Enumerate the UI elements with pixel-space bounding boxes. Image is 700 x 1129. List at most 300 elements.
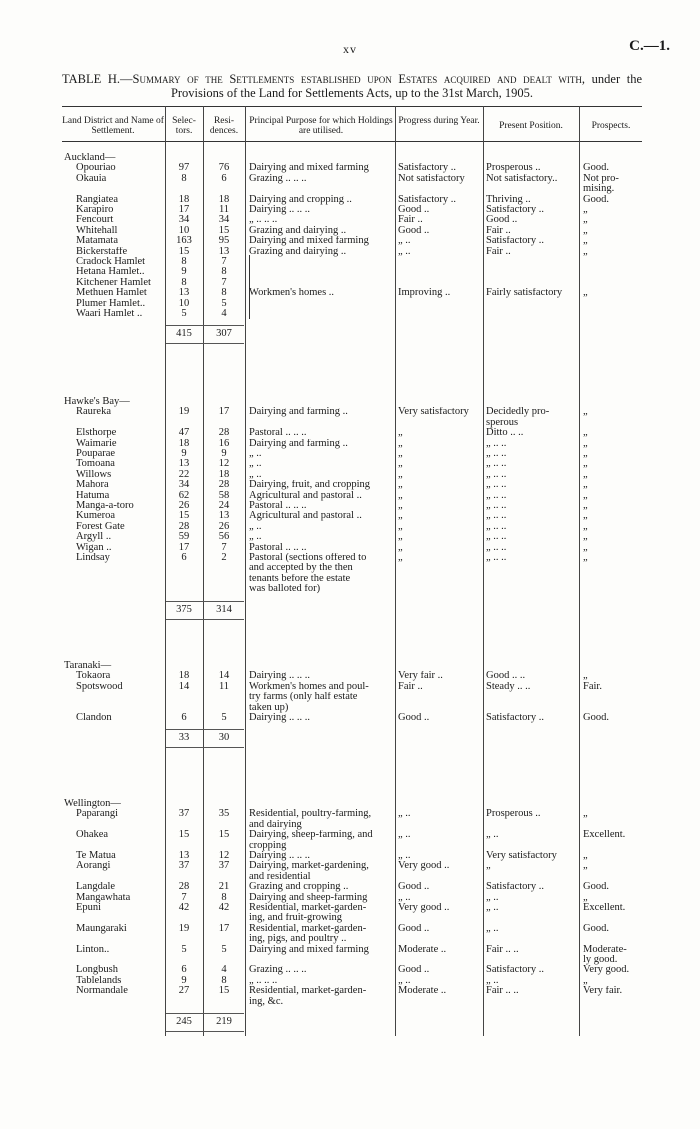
cell-sel: 5 bbox=[181, 309, 187, 319]
cell-prospects: Not pro- bbox=[583, 173, 619, 184]
cell-position: „ .. .. bbox=[486, 490, 507, 501]
cell-progress: „ bbox=[398, 469, 403, 480]
title-summary: Summary of the Settlements established upon Estates acquired and dealt with, bbox=[132, 72, 586, 86]
cell-sel: 37 bbox=[178, 861, 190, 872]
cell-res: 2 bbox=[221, 553, 227, 563]
cell-purpose: Residential, market-garden- bbox=[249, 923, 367, 934]
cell-res: 15 bbox=[218, 225, 230, 236]
cell-purpose: tenants before the estate bbox=[249, 573, 351, 584]
cell-position: „ .. .. bbox=[486, 449, 507, 459]
cell-sel: 10 bbox=[178, 225, 190, 236]
hamlets-brace bbox=[249, 255, 250, 319]
cell-name: Whitehall bbox=[76, 225, 118, 236]
cell-sel: 28 bbox=[178, 882, 190, 893]
cell-progress: Very fair .. bbox=[398, 671, 443, 682]
cell-prospects: „ bbox=[583, 205, 588, 215]
cell-progress: „ .. bbox=[398, 851, 411, 861]
cell-progress: „ bbox=[398, 553, 403, 563]
cell-name: Raureka bbox=[76, 407, 111, 418]
cell-sel: 34 bbox=[178, 215, 190, 226]
cell-purpose: Dairying and mixed farming bbox=[249, 236, 369, 247]
cell-name: Plumer Hamlet.. bbox=[76, 298, 146, 309]
cell-prospects: Good. bbox=[583, 882, 609, 893]
cell-progress: Fair .. bbox=[398, 681, 423, 692]
cell-purpose: Dairying and cropping .. bbox=[249, 194, 352, 205]
cell-purpose: Residential, market-garden- bbox=[249, 903, 367, 913]
cell-progress: „ .. bbox=[398, 975, 411, 986]
cell-purpose: and residential bbox=[249, 871, 311, 882]
cell-res: 95 bbox=[218, 236, 230, 247]
cell-res: 12 bbox=[218, 851, 230, 861]
cell-name: Clandon bbox=[76, 713, 112, 723]
cell-res: 21 bbox=[218, 882, 230, 893]
cell-progress: Satisfactory .. bbox=[398, 194, 457, 205]
cell-res: 5 bbox=[221, 944, 227, 955]
cell-prospects: „ bbox=[583, 428, 588, 439]
cell-position: „ .. .. bbox=[486, 459, 507, 470]
total-rule-top bbox=[166, 325, 244, 326]
cell-position: „ .. .. bbox=[486, 542, 507, 553]
col-rule-3 bbox=[245, 106, 246, 1036]
total-residences: 307 bbox=[216, 328, 232, 340]
cell-res: 7 bbox=[221, 277, 227, 288]
cell-progress: „ bbox=[398, 542, 403, 553]
cell-progress: „ bbox=[398, 480, 403, 491]
cell-progress: „ .. bbox=[398, 830, 411, 841]
cell-prospects: „ bbox=[583, 511, 588, 522]
cell-progress: „ bbox=[398, 438, 403, 449]
district-heading: Hawke's Bay— bbox=[64, 396, 130, 407]
cell-position: sperous bbox=[486, 417, 519, 428]
cell-name: Mangawhata bbox=[76, 892, 131, 903]
cell-name: Spotswood bbox=[76, 681, 123, 692]
cell-prospects: „ bbox=[583, 501, 588, 511]
cell-position: Prosperous .. bbox=[486, 163, 541, 174]
cell-name: Maungaraki bbox=[76, 923, 127, 934]
cell-res: 12 bbox=[218, 459, 230, 470]
cell-name: Epuni bbox=[76, 903, 102, 913]
cell-purpose: ing, &c. bbox=[249, 996, 284, 1007]
cell-res: 11 bbox=[218, 681, 230, 692]
cell-prospects: „ bbox=[583, 851, 588, 861]
cell-position: Steady .. .. bbox=[486, 681, 531, 692]
cell-prospects: mising. bbox=[583, 184, 615, 195]
cell-purpose: Pastoral (sections offered to bbox=[249, 553, 367, 563]
cell-position: „ .. bbox=[486, 892, 499, 903]
cell-sel: 8 bbox=[181, 257, 187, 267]
cell-name: Fencourt bbox=[76, 215, 114, 226]
cell-prospects: „ bbox=[583, 407, 588, 418]
cell-prospects: „ bbox=[583, 438, 588, 449]
cell-res: 37 bbox=[218, 861, 230, 872]
district-heading: Taranaki— bbox=[64, 660, 112, 671]
cell-progress: „ bbox=[398, 532, 403, 543]
cell-position: Satisfactory .. bbox=[486, 205, 545, 215]
cell-purpose: Dairying .. .. .. bbox=[249, 713, 310, 723]
cell-name: Pouparae bbox=[76, 449, 116, 459]
title-prefix: TABLE H.— bbox=[62, 72, 133, 86]
cell-position: „ .. .. bbox=[486, 501, 507, 511]
cell-progress: Very good .. bbox=[398, 861, 450, 872]
cell-purpose: Grazing and dairying .. bbox=[249, 246, 347, 257]
cell-name: Normandale bbox=[76, 986, 128, 997]
cell-prospects: Moderate- bbox=[583, 944, 627, 955]
col-rule-5 bbox=[483, 106, 484, 1036]
cell-sel: 18 bbox=[178, 671, 190, 682]
cell-purpose: „ .. .. .. bbox=[249, 975, 278, 986]
cell-prospects: Fair. bbox=[583, 681, 602, 692]
cell-name: Aorangi bbox=[76, 861, 111, 872]
cell-sel: 27 bbox=[178, 986, 190, 997]
cell-res: 56 bbox=[218, 532, 230, 543]
cell-purpose: Dairying, sheep-farming, and bbox=[249, 830, 373, 841]
cell-sel: 47 bbox=[178, 428, 190, 439]
total-residences: 219 bbox=[216, 1016, 232, 1027]
cell-purpose: Grazing .. .. .. bbox=[249, 173, 307, 184]
cell-res: 14 bbox=[218, 671, 230, 682]
cell-res: 35 bbox=[218, 809, 230, 820]
cell-progress: Good .. bbox=[398, 713, 430, 723]
cell-position: „ .. bbox=[486, 830, 499, 841]
cell-purpose: Dairying .. .. .. bbox=[249, 851, 310, 861]
cell-sel: 6 bbox=[181, 553, 187, 563]
cell-res: 17 bbox=[218, 407, 230, 418]
cell-purpose: Dairying and sheep-farming bbox=[249, 892, 368, 903]
cell-prospects: „ bbox=[583, 542, 588, 553]
cell-res: 15 bbox=[218, 830, 230, 841]
cell-sel: 10 bbox=[178, 298, 190, 309]
cell-res: 5 bbox=[221, 298, 227, 309]
cell-name: Cradock Hamlet bbox=[76, 257, 146, 267]
cell-sel: 14 bbox=[178, 681, 190, 692]
cell-name: Tokaora bbox=[76, 671, 111, 682]
cell-progress: Improving .. bbox=[398, 288, 451, 299]
district-heading: Wellington— bbox=[64, 798, 121, 809]
cell-sel: 9 bbox=[181, 449, 187, 459]
cell-sel: 34 bbox=[178, 480, 190, 491]
cell-prospects: „ bbox=[583, 480, 588, 491]
cell-prospects: „ bbox=[583, 459, 588, 470]
total-rule-bottom bbox=[166, 1031, 244, 1032]
cell-position: Thriving .. bbox=[486, 194, 531, 205]
cell-res: 6 bbox=[221, 173, 227, 184]
cell-progress: Moderate .. bbox=[398, 986, 447, 997]
cell-name: Lindsay bbox=[76, 553, 110, 563]
cell-sel: 13 bbox=[178, 851, 190, 861]
cell-purpose: Grazing .. .. .. bbox=[249, 965, 307, 976]
cell-name: Waimarie bbox=[76, 438, 117, 449]
total-rule-bottom bbox=[166, 619, 244, 620]
cell-res: 4 bbox=[221, 309, 227, 319]
cell-sel: 8 bbox=[181, 277, 187, 288]
cell-res: 17 bbox=[218, 923, 230, 934]
total-selectors: 375 bbox=[176, 603, 192, 615]
cell-purpose: and dairying bbox=[249, 819, 302, 830]
cell-name: Rangiatea bbox=[76, 194, 118, 205]
cell-prospects: „ bbox=[583, 671, 588, 682]
cell-progress: „ .. bbox=[398, 809, 411, 820]
cell-position: „ .. .. bbox=[486, 438, 507, 449]
cell-position: „ .. .. bbox=[486, 532, 507, 543]
cell-res: 58 bbox=[218, 490, 230, 501]
cell-name: Opouriao bbox=[76, 163, 116, 174]
cell-progress: Good .. bbox=[398, 923, 430, 934]
cell-name: Ohakea bbox=[76, 830, 109, 841]
cell-position: Satisfactory .. bbox=[486, 882, 545, 893]
total-rule-top bbox=[166, 729, 244, 730]
cell-prospects: Good. bbox=[583, 923, 609, 934]
cell-position: „ .. bbox=[486, 903, 499, 913]
cell-purpose: ing, pigs, and poultry .. bbox=[249, 934, 347, 945]
cell-position: „ .. .. bbox=[486, 553, 507, 563]
cell-prospects: „ bbox=[583, 449, 588, 459]
cell-progress: „ .. bbox=[398, 236, 411, 247]
cell-sel: 5 bbox=[181, 944, 187, 955]
header-position: Present Position. bbox=[499, 121, 563, 131]
cell-res: 34 bbox=[218, 215, 230, 226]
header-selectors: Selec-tors. bbox=[172, 116, 196, 136]
cell-name: Argyll .. bbox=[76, 532, 112, 543]
cell-position: Fair .. .. bbox=[486, 986, 519, 997]
cell-sel: 42 bbox=[178, 903, 190, 913]
cell-progress: „ bbox=[398, 449, 403, 459]
cell-prospects: Very fair. bbox=[583, 986, 623, 997]
total-rule-top bbox=[166, 1013, 244, 1014]
cell-purpose: Pastoral .. .. .. bbox=[249, 501, 307, 511]
cell-name: Karapiro bbox=[76, 205, 114, 215]
cell-prospects: „ bbox=[583, 490, 588, 501]
cell-purpose: „ .. bbox=[249, 449, 262, 459]
cell-sel: 15 bbox=[178, 246, 190, 257]
cell-res: 28 bbox=[218, 480, 230, 491]
cell-progress: „ bbox=[398, 511, 403, 522]
cell-sel: 9 bbox=[181, 975, 187, 986]
cell-res: 26 bbox=[218, 521, 230, 532]
cell-name: Manga-a-toro bbox=[76, 501, 134, 511]
cell-sel: 19 bbox=[178, 407, 190, 418]
cell-purpose: Residential, poultry-farming, bbox=[249, 809, 372, 820]
cell-name: Hetana Hamlet.. bbox=[76, 267, 145, 278]
cell-progress: Not satisfactory bbox=[398, 173, 465, 184]
cell-sel: 13 bbox=[178, 288, 190, 299]
cell-position: Prosperous .. bbox=[486, 809, 541, 820]
cell-name: Bickerstaffe bbox=[76, 246, 128, 257]
cell-position: „ bbox=[486, 861, 491, 872]
cell-position: Fair .. .. bbox=[486, 944, 519, 955]
cell-prospects: „ bbox=[583, 892, 588, 903]
cell-progress: „ bbox=[398, 490, 403, 501]
cell-prospects: ly good. bbox=[583, 955, 618, 965]
cell-res: 11 bbox=[218, 205, 230, 215]
cell-name: Longbush bbox=[76, 965, 118, 976]
cell-progress: Moderate .. bbox=[398, 944, 447, 955]
cell-name: Tomoana bbox=[76, 459, 115, 470]
cell-sel: 59 bbox=[178, 532, 190, 543]
cell-res: 24 bbox=[218, 501, 230, 511]
cell-purpose: Residential, market-garden- bbox=[249, 986, 367, 997]
cell-purpose: „ .. .. .. bbox=[249, 215, 278, 226]
cell-progress: „ bbox=[398, 501, 403, 511]
cell-purpose: try farms (only half estate bbox=[249, 692, 358, 703]
cell-name: Okauia bbox=[76, 173, 107, 184]
cell-purpose: cropping bbox=[249, 840, 287, 851]
cell-sel: 62 bbox=[178, 490, 190, 501]
cell-prospects: Good. bbox=[583, 713, 609, 723]
cell-purpose: taken up) bbox=[249, 702, 289, 713]
cell-sel: 18 bbox=[178, 194, 190, 205]
cell-purpose: „ .. bbox=[249, 532, 262, 543]
cell-prospects: Good. bbox=[583, 194, 609, 205]
cell-sel: 163 bbox=[176, 236, 192, 247]
cell-sel: 28 bbox=[178, 521, 190, 532]
cell-progress: Good .. bbox=[398, 882, 430, 893]
cell-purpose: Grazing and dairying .. bbox=[249, 225, 347, 236]
cell-name: Waari Hamlet .. bbox=[76, 309, 143, 319]
cell-position: Very satisfactory bbox=[486, 851, 557, 861]
header-district: Land District and Name of Settlement. bbox=[62, 116, 164, 136]
total-rule-top bbox=[166, 601, 244, 602]
cell-name: Te Matua bbox=[76, 851, 116, 861]
page-reference: C.—1. bbox=[629, 38, 670, 54]
total-rule-bottom bbox=[166, 747, 244, 748]
cell-res: 9 bbox=[221, 449, 227, 459]
table-title bbox=[62, 72, 642, 100]
cell-purpose: and accepted by the then bbox=[249, 563, 353, 574]
cell-purpose: Agricultural and pastoral .. bbox=[249, 490, 362, 501]
cell-name: Paparangi bbox=[76, 809, 118, 820]
cell-position: Good .. .. bbox=[486, 671, 526, 682]
cell-res: 18 bbox=[218, 194, 230, 205]
cell-position: „ .. .. bbox=[486, 480, 507, 491]
total-residences: 30 bbox=[218, 732, 230, 744]
cell-progress: „ bbox=[398, 459, 403, 470]
cell-purpose: Dairying and farming .. bbox=[249, 438, 348, 449]
cell-sel: 26 bbox=[178, 501, 190, 511]
cell-name: Kumeroa bbox=[76, 511, 116, 522]
cell-position: „ .. .. bbox=[486, 469, 507, 480]
cell-position: Fair .. bbox=[486, 225, 511, 236]
cell-res: 13 bbox=[218, 511, 230, 522]
total-residences: 314 bbox=[216, 603, 232, 615]
cell-purpose: Dairying .. .. .. bbox=[249, 671, 310, 682]
total-selectors: 245 bbox=[176, 1016, 192, 1027]
cell-prospects: Excellent. bbox=[583, 903, 626, 913]
cell-res: 8 bbox=[221, 975, 227, 986]
cell-sel: 37 bbox=[178, 809, 190, 820]
cell-purpose: ing, and fruit-growing bbox=[249, 913, 343, 924]
cell-name: Tablelands bbox=[76, 975, 122, 986]
cell-res: 8 bbox=[221, 267, 227, 278]
cell-res: 8 bbox=[221, 288, 227, 299]
cell-purpose: Workmen's homes .. bbox=[249, 288, 335, 299]
header-progress: Progress during Year. bbox=[398, 116, 480, 126]
cell-sel: 7 bbox=[181, 892, 187, 903]
cell-position: Satisfactory .. bbox=[486, 713, 545, 723]
total-selectors: 33 bbox=[178, 732, 190, 744]
cell-res: 13 bbox=[218, 246, 230, 257]
total-rule-bottom bbox=[166, 343, 244, 344]
cell-name: Langdale bbox=[76, 882, 116, 893]
cell-position: „ .. bbox=[486, 975, 499, 986]
header-residences: Resi-dences. bbox=[209, 116, 239, 136]
district-heading: Auckland— bbox=[64, 152, 116, 163]
cell-name: Methuen Hamlet bbox=[76, 288, 147, 299]
cell-prospects: „ bbox=[583, 532, 588, 543]
cell-progress: Good .. bbox=[398, 225, 430, 236]
cell-sel: 13 bbox=[178, 459, 190, 470]
cell-prospects: „ bbox=[583, 288, 588, 299]
cell-position: Satisfactory .. bbox=[486, 236, 545, 247]
cell-purpose: Dairying .. .. .. bbox=[249, 205, 310, 215]
cell-res: 7 bbox=[221, 257, 227, 267]
cell-name: Kitchener Hamlet bbox=[76, 277, 151, 288]
cell-position: „ .. .. bbox=[486, 521, 507, 532]
cell-prospects: „ bbox=[583, 215, 588, 226]
cell-sel: 6 bbox=[181, 713, 187, 723]
cell-res: 5 bbox=[221, 713, 227, 723]
cell-position: Ditto .. .. bbox=[486, 428, 524, 439]
cell-prospects: „ bbox=[583, 975, 588, 986]
cell-progress: „ bbox=[398, 428, 403, 439]
cell-position: Fair .. bbox=[486, 246, 511, 257]
cell-purpose: „ .. bbox=[249, 459, 262, 470]
cell-progress: Very good .. bbox=[398, 903, 450, 913]
cell-sel: 17 bbox=[178, 542, 190, 553]
cell-sel: 22 bbox=[178, 469, 190, 480]
cell-sel: 8 bbox=[181, 173, 187, 184]
total-selectors: 415 bbox=[176, 328, 192, 340]
col-rule-6 bbox=[579, 106, 580, 1036]
cell-position: „ .. bbox=[486, 923, 499, 934]
cell-prospects: „ bbox=[583, 521, 588, 532]
cell-res: 42 bbox=[218, 903, 230, 913]
cell-purpose: Pastoral .. .. .. bbox=[249, 428, 307, 439]
cell-res: 28 bbox=[218, 428, 230, 439]
header-top-rule bbox=[62, 106, 642, 107]
header-prospects: Prospects. bbox=[591, 121, 631, 131]
cell-sel: 9 bbox=[181, 267, 187, 278]
cell-res: 15 bbox=[218, 986, 230, 997]
cell-name: Linton.. bbox=[76, 944, 110, 955]
cell-prospects: Excellent. bbox=[583, 830, 626, 841]
cell-sel: 15 bbox=[178, 830, 190, 841]
cell-purpose: Pastoral .. .. .. bbox=[249, 542, 307, 553]
cell-progress: Satisfactory .. bbox=[398, 163, 457, 174]
cell-prospects: „ bbox=[583, 236, 588, 247]
cell-sel: 6 bbox=[181, 965, 187, 976]
cell-position: Decidedly pro- bbox=[486, 407, 550, 418]
col-rule-4 bbox=[395, 106, 396, 1036]
cell-position: Good .. bbox=[486, 215, 518, 226]
cell-sel: 15 bbox=[178, 511, 190, 522]
cell-progress: Fair .. bbox=[398, 215, 423, 226]
cell-prospects: Very good. bbox=[583, 965, 630, 976]
cell-purpose: „ .. bbox=[249, 521, 262, 532]
cell-progress: „ .. bbox=[398, 892, 411, 903]
cell-res: 76 bbox=[218, 163, 230, 174]
cell-sel: 17 bbox=[178, 205, 190, 215]
cell-purpose: Dairying and farming .. bbox=[249, 407, 348, 418]
cell-sel: 19 bbox=[178, 923, 190, 934]
cell-prospects: „ bbox=[583, 225, 588, 236]
cell-purpose: Dairying, fruit, and cropping bbox=[249, 480, 371, 491]
cell-res: 18 bbox=[218, 469, 230, 480]
cell-position: Not satisfactory.. bbox=[486, 173, 558, 184]
cell-progress: „ bbox=[398, 521, 403, 532]
cell-name: Willows bbox=[76, 469, 112, 480]
cell-prospects: „ bbox=[583, 553, 588, 563]
cell-progress: Very satisfactory bbox=[398, 407, 469, 418]
